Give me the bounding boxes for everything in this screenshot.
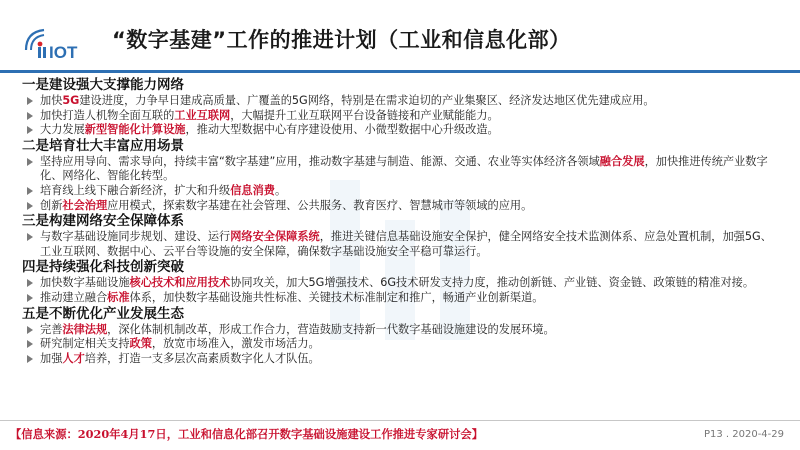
- source-note: 【信息来源：2020年4月17日，工业和信息化部召开数字基础设施建设工作推进专家研讨会】: [10, 427, 484, 441]
- section-heading: 二是培育壮大丰富应用场景: [22, 137, 184, 154]
- bullet-text: 坚持应用导向、需求导向，持续丰富“数字基建”应用，推动数字基建与制造、能源、交通、农业等实体经济各领域: [40, 154, 600, 168]
- highlight-text: 社会治理: [62, 198, 108, 212]
- section-3: [22, 213, 782, 259]
- bullet-text: 与数字基础设施同步规划、建设、运行: [40, 230, 231, 244]
- section-2: [22, 138, 782, 213]
- bullet-text: 创新: [40, 198, 63, 212]
- bullet-text: 培育线上线下融合新经济，扩大和升级: [40, 183, 231, 197]
- section-1: [22, 77, 782, 138]
- bullet-item: [22, 337, 782, 352]
- bullet-text: 推动建立融合: [40, 290, 108, 304]
- bullet-text: 完善: [40, 322, 63, 336]
- highlight-text: 网络安全保障系统: [230, 230, 320, 244]
- triangle-bullet-icon: [26, 355, 34, 363]
- triangle-bullet-icon: [26, 279, 34, 287]
- bullet-item: [22, 184, 782, 199]
- bullet-text: 研究制定相关支持: [40, 337, 130, 351]
- triangle-bullet-icon: [26, 340, 34, 348]
- iiot-logo-icon: [22, 22, 92, 62]
- highlight-text: 信息消费: [230, 183, 275, 197]
- highlight-text: 工业互联网: [174, 108, 231, 122]
- bullet-text: ，推动大型数据中心有序建设使用、小微型数据中心升级改造。: [185, 123, 499, 137]
- section-heading: 四是持续强化科技创新突破: [22, 259, 184, 276]
- section-heading: 五是不断优化产业发展生态: [22, 305, 184, 322]
- triangle-bullet-icon: [26, 187, 34, 195]
- bullet-item: [22, 94, 782, 109]
- bullet-item: [22, 276, 782, 291]
- highlight-text: 新型智能化计算设施: [84, 123, 186, 137]
- bullet-text: ，深化体制机制改革，形成工作合力，营造鼓励支持新一代数字基础设施建设的发展环境。: [107, 322, 555, 336]
- bullet-text: 建设进度，力争早日建成高质量、广覆盖的5G网络，特别是在需求迫切的产业集聚区、经济发达地区优先建成应用。: [79, 94, 655, 107]
- triangle-bullet-icon: [26, 202, 34, 210]
- bullet-text: ，大幅提升工业互联网平台设备链接和产业赋能能力。: [230, 108, 499, 122]
- bullet-text: 加快打造人机物全面互联的: [40, 108, 175, 122]
- bullet-text: 加快数字基础设施: [40, 276, 130, 290]
- highlight-text: 政策: [129, 337, 152, 351]
- triangle-bullet-icon: [26, 294, 34, 302]
- bullet-item: [22, 352, 782, 367]
- footer-divider: [0, 420, 800, 421]
- section-4: [22, 259, 782, 305]
- page-number: P13 . 2020-4-29: [703, 429, 784, 440]
- bullet-item: [22, 199, 782, 214]
- bullet-text: 。: [274, 183, 287, 197]
- highlight-text: 标准: [107, 290, 130, 304]
- title-divider: [0, 70, 800, 73]
- bullet-item: [22, 291, 782, 306]
- bullet-text: 体系，加快数字基础设施共性标准、关键技术标准制定和推广，畅通产业创新渠道。: [129, 290, 544, 304]
- triangle-bullet-icon: [26, 112, 34, 120]
- bullet-item: [22, 230, 782, 259]
- triangle-bullet-icon: [26, 233, 34, 241]
- triangle-bullet-icon: [26, 97, 34, 105]
- section-heading: 三是构建网络安全保障体系: [22, 213, 184, 230]
- page-title: “数字基建”工作的推进计划（工业和信息化部）: [112, 28, 571, 52]
- bullet-text: ，加快推进传统产业数字化、网络化、智能化转型。: [40, 154, 768, 183]
- highlight-text: 5G: [62, 94, 80, 107]
- highlight-text: 人才: [62, 351, 85, 365]
- triangle-bullet-icon: [26, 158, 34, 166]
- content-area: [22, 77, 782, 366]
- bullet-text: 大力发展: [40, 123, 85, 137]
- section-heading: 一是建设强大支撑能力网络: [22, 77, 184, 93]
- svg-text:IOT: IOT: [49, 43, 78, 62]
- bullet-text: 协同攻关，加大5G增强技术、6G技术研发支持力度，推动创新链、产业链、资金链、政策链的精准对接。: [230, 276, 755, 290]
- bullet-text: ，推进关键信息基础设施安全保护，健全网络安全技术监测体系、应急处置机制，加强5G、工业互联网、数据中心、云平台等设施的安全保障，确保数字基础设施安全平稳可靠运行。: [40, 230, 772, 258]
- section-5: [22, 306, 782, 367]
- bullet-item: [22, 109, 782, 124]
- triangle-bullet-icon: [26, 126, 34, 134]
- bullet-item: [22, 323, 782, 338]
- bullet-text: 应用模式，探索数字基建在社会管理、公共服务、教育医疗、智慧城市等领域的应用。: [107, 198, 533, 212]
- highlight-text: 法律法规: [62, 322, 108, 336]
- bullet-text: 培养，打造一支多层次高素质数字化人才队伍。: [84, 351, 320, 365]
- bullet-item: [22, 123, 782, 138]
- highlight-text: 核心技术和应用技术: [129, 276, 231, 290]
- bullet-text: ，放宽市场准入，激发市场活力。: [151, 337, 320, 351]
- triangle-bullet-icon: [26, 326, 34, 334]
- highlight-text: 融合发展: [599, 154, 645, 168]
- bullet-text: 加强: [40, 351, 63, 365]
- bullet-text: 加快: [40, 94, 63, 107]
- bullet-item: [22, 155, 782, 184]
